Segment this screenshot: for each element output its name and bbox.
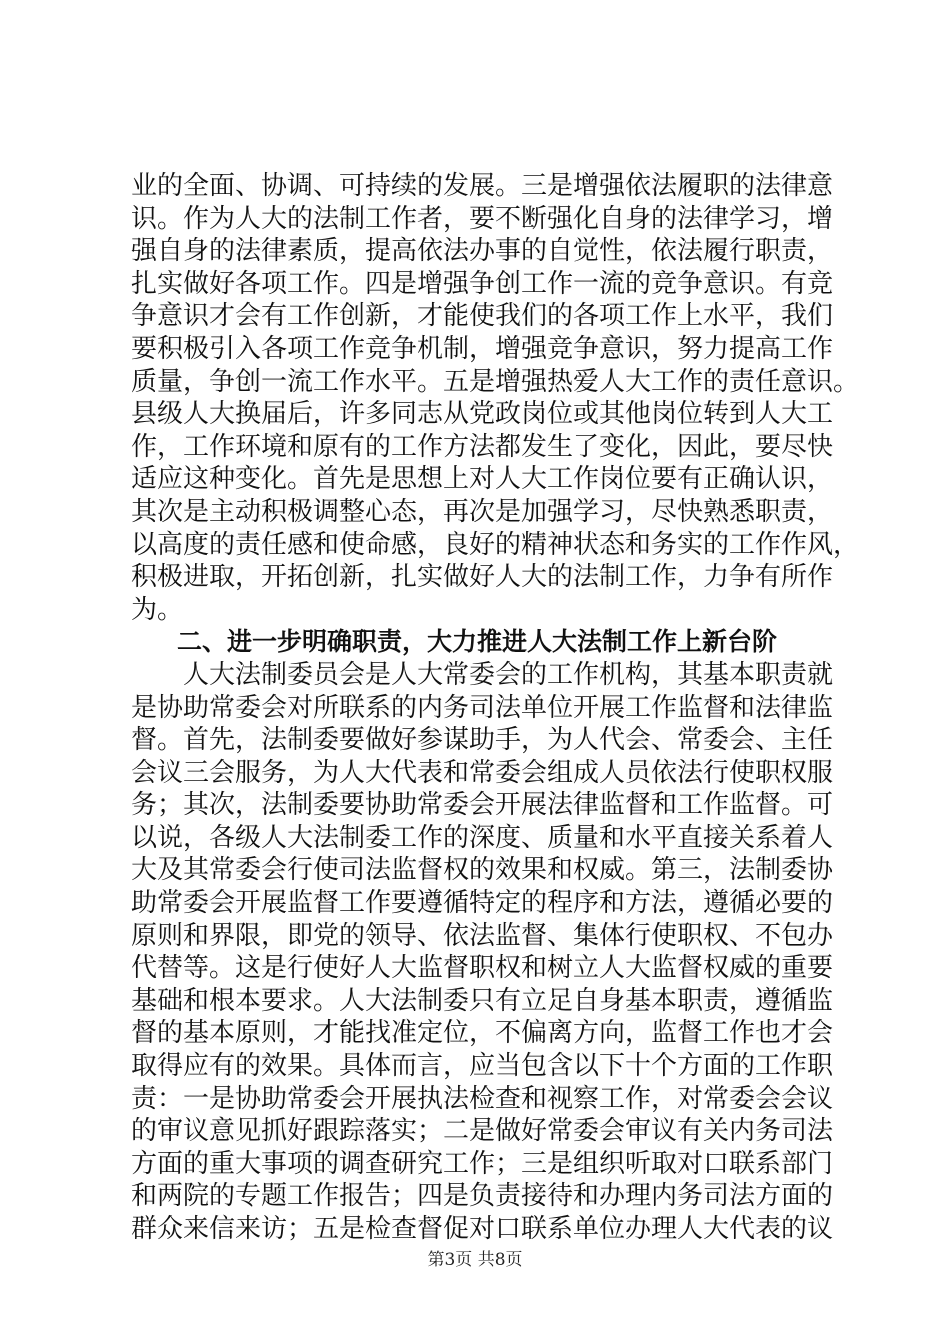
text-line: 适应这种变化。首先是思想上对人大工作岗位要有正确认识，	[131, 464, 834, 495]
text-line: 务；其次，法制委要协助常委会开展法律监督和工作监督。可	[131, 790, 834, 821]
text-line: 基础和根本要求。人大法制委只有立足自身基本职责，遵循监	[131, 985, 834, 1016]
text-line: 会议三会服务，为人大代表和常委会组成人员依法行使职权服	[131, 757, 834, 788]
text-line: 强自身的法律素质，提高依法办事的自觉性，依法履行职责，	[131, 236, 834, 267]
text-line: 助常委会开展监督工作要遵循特定的程序和方法，遵循必要的	[131, 888, 834, 919]
text-line: 督的基本原则，才能找准定位，不偏离方向，监督工作也才会	[131, 1018, 834, 1049]
text-line: 作，工作环境和原有的工作方法都发生了变化，因此，要尽快	[131, 431, 834, 462]
text-line: 积极进取，开拓创新，扎实做好人大的法制工作，力争有所作	[131, 562, 834, 593]
section-heading: 二、进一步明确职责，大力推进人大法制工作上新台阶	[177, 627, 778, 657]
text-line: 大及其常委会行使司法监督权的效果和权威。第三，法制委协	[131, 855, 834, 886]
text-line: 和两院的专题工作报告；四是负责接待和办理内务司法方面的	[131, 1181, 834, 1212]
text-line: 其次是主动积极调整心态，再次是加强学习，尽快熟悉职责，	[131, 496, 834, 527]
text-line: 业的全面、协调、可持续的发展。三是增强依法履职的法律意	[131, 171, 834, 201]
text-line: 扎实做好各项工作。四是增强争创工作一流的竞争意识。有竞	[131, 268, 834, 299]
text-line: 原则和界限，即党的领导、依法监督、集体行使职权、不包办	[131, 920, 834, 951]
text-line: 要积极引入各项工作竞争机制，增强竞争意识，努力提高工作	[131, 333, 834, 364]
page-footer: 第3页 共8页	[427, 1250, 523, 1270]
text-line: 的审议意见抓好跟踪落实；二是做好常委会审议有关内务司法	[131, 1116, 834, 1147]
text-line: 以说，各级人大法制委工作的深度、质量和水平直接关系着人	[131, 822, 834, 853]
document-body	[131, 170, 860, 1246]
text-line: 争意识才会有工作创新，才能使我们的各项工作上水平，我们	[131, 301, 834, 332]
text-line: 群众来信来访；五是检查督促对口联系单位办理人大代表的议	[131, 1214, 834, 1244]
text-line: 县级人大换届后，许多同志从党政岗位或其他岗位转到人大工	[131, 399, 834, 430]
text-line: 代替等。这是行使好人大监督职权和树立人大监督权威的重要	[131, 953, 834, 984]
text-line: 取得应有的效果。具体而言，应当包含以下十个方面的工作职	[131, 1051, 834, 1082]
paragraph-2	[131, 659, 834, 1246]
text-line: 识。作为人大的法制工作者，要不断强化自身的法律学习，增	[131, 203, 834, 234]
text-line: 质量，争创一流工作水平。五是增强热爱人大工作的责任意识。	[131, 366, 860, 397]
text-line: 方面的重大事项的调查研究工作；三是组织听取对口联系部门	[131, 1148, 834, 1179]
text-line: 为。	[131, 594, 184, 625]
text-line: 人大法制委员会是人大常委会的工作机构，其基本职责就	[183, 659, 834, 690]
text-line: 是协助常委会对所联系的内务司法单位开展工作监督和法律监	[131, 692, 834, 723]
paragraph-1	[131, 170, 860, 626]
text-line: 责：一是协助常委会开展执法检查和视察工作，对常委会会议	[131, 1083, 834, 1114]
text-line: 以高度的责任感和使命感，良好的精神状态和务实的工作作风，	[131, 529, 860, 560]
text-line: 督。首先，法制委要做好参谋助手，为人代会、常委会、主任	[131, 725, 834, 756]
